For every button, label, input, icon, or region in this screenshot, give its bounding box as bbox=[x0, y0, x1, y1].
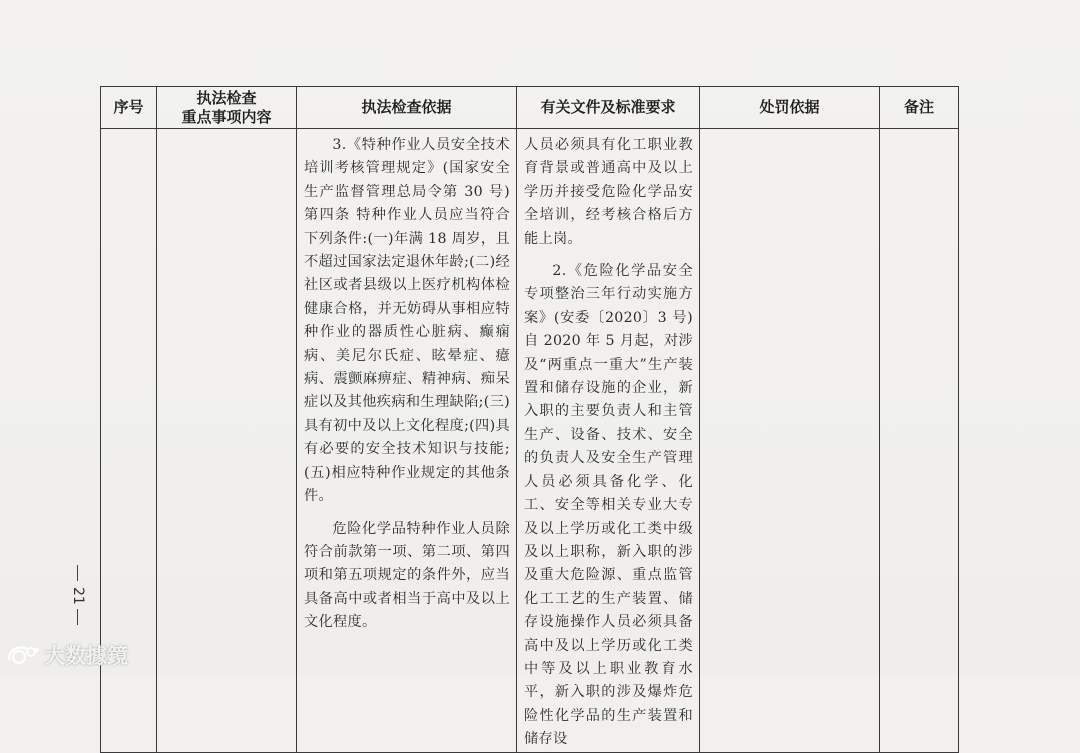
page-number-dash bbox=[77, 609, 79, 625]
header-item: 执法检查 重点事项内容 bbox=[157, 87, 297, 129]
watermark-text: 大数據鏡 bbox=[44, 644, 128, 668]
basis-paragraph: 3.《特种作业人员安全技术培训考核管理规定》(国家安全生产监督管理总局令第 30 号)第四条 特种作业人员应当符合下列条件:(一)年满 18 周岁，且不超过国家法定退休年龄;(二)经社区或者县级以上医疗机构体检健康合格，并无妨碍从事相应特种作业的器质性心脏病、癫痫病、美尼尔氏症、眩晕症、癔病、震颤麻痹症、精神病、痴呆症以及其他疾病和生理缺陷;(三)具有初中及以上文化程度;(四)具有必要的安全技术知识与技能;(五)相应特种作业规定的其他条件。 bbox=[304, 137, 510, 505]
cell-item bbox=[157, 129, 297, 753]
header-seq: 序号 bbox=[101, 87, 157, 129]
table-row bbox=[101, 129, 959, 753]
watermark bbox=[6, 640, 128, 670]
docs-paragraph: 2.《危险化学品安全专项整治三年行动实施方案》(安委〔2020〕3 号)自 2020 年 5 月起，对涉及“两重点一重大”生产装置和储存设施的企业，新入职的主要负责人和主管生产、设备、技术、安全的负责人及安全生产管理人员必须具备化学、化工、安全等相关专业大专及以上学历或化工类中级及以上职称，新入职的涉及重大危险源、重点监管化工工艺的生产装置、储存设施操作人员必须具备高中及以上学历或化工类中等及以上职业教育水平，新入职的涉及爆炸危险性化学品的生产装置和储存设 bbox=[524, 263, 693, 748]
cell-basis bbox=[297, 129, 517, 753]
cell-penalty bbox=[700, 129, 880, 753]
basis-paragraph: 危险化学品特种作业人员除符合前款第一项、第二项、第四项和第五项规定的条件外，应当具备高中或者相当于高中及以上文化程度。 bbox=[304, 520, 510, 631]
page-number-dash bbox=[77, 565, 79, 581]
cell-docs bbox=[517, 129, 700, 753]
cell-remark bbox=[880, 129, 959, 753]
page-number-text: 21 bbox=[70, 587, 86, 605]
docs-paragraph: 人员必须具有化工职业教育背景或普通高中及以上学历并接受危险化学品安全培训，经考核合格后方能上岗。 bbox=[524, 137, 693, 247]
header-basis: 执法检查依据 bbox=[297, 87, 517, 129]
header-penalty: 处罚依据 bbox=[700, 87, 880, 129]
inspection-table bbox=[100, 86, 959, 753]
page-number bbox=[70, 565, 86, 625]
header-docs: 有关文件及标准要求 bbox=[517, 87, 700, 129]
table-header-row bbox=[101, 87, 959, 129]
camera-logo-icon bbox=[6, 642, 40, 668]
header-remark: 备注 bbox=[880, 87, 959, 129]
